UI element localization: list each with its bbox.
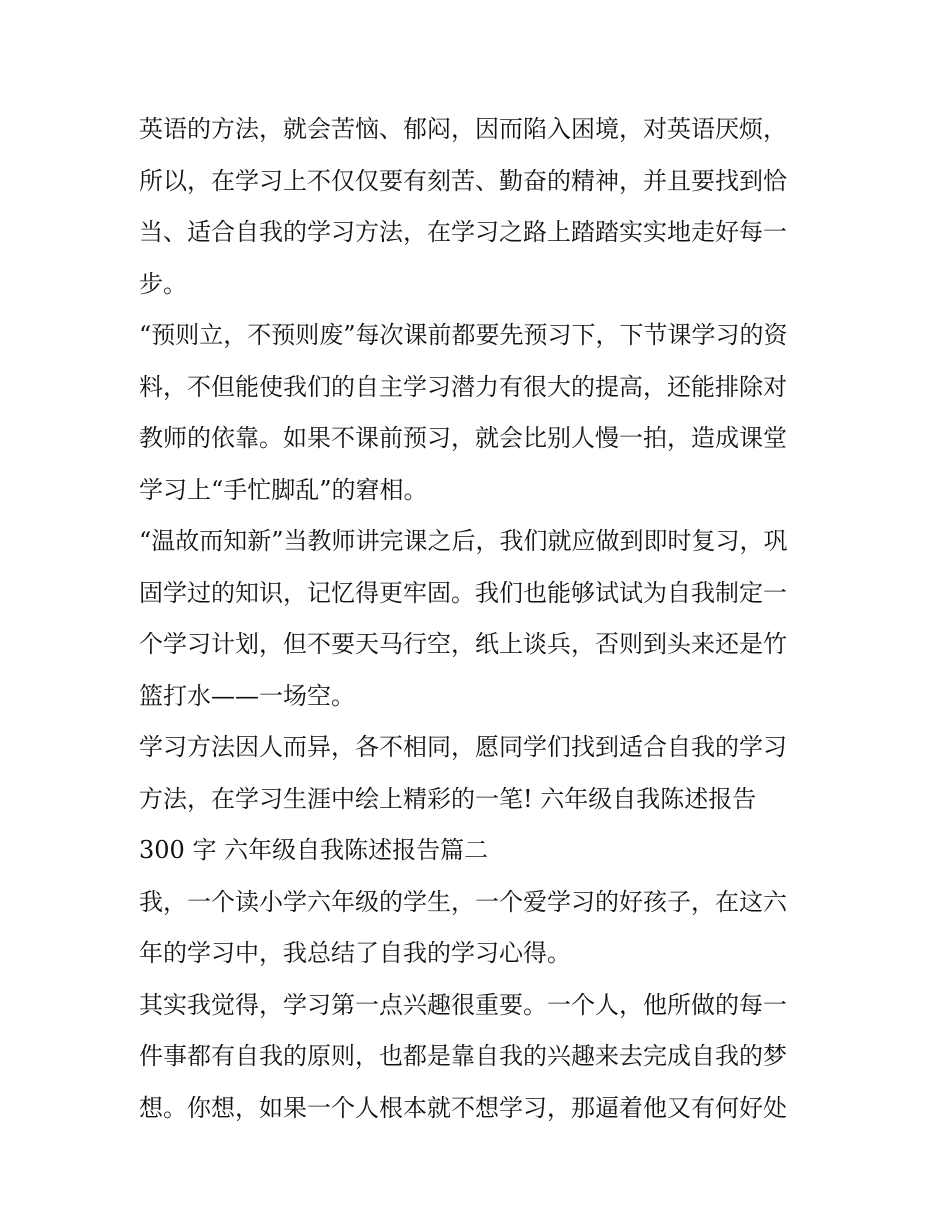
text-line: 学习方法因人而异，各不相同，愿同学们找到适合自我的学习 (139, 733, 787, 761)
text-line: 英语的方法，就会苦恼、郁闷，因而陷入困境，对英语厌烦， (139, 115, 787, 143)
text-line: 学习上“手忙脚乱”的窘相。 (139, 475, 428, 504)
text-line: 教师的依靠。如果不课前预习，就会比别人慢一拍，造成课堂 (139, 424, 787, 452)
text-line: 当、适合自我的学习方法，在学习之路上踏踏实实地走好每一 (139, 218, 787, 246)
text-line: 我，一个读小学六年级的学生，一个爱学习的好孩子，在这六 (139, 887, 787, 916)
text-line: “预则立，不预则废”每次课前都要先预习下，下节课学习的资 (139, 321, 788, 349)
text-line: 所以，在学习上不仅仅要有刻苦、勤奋的精神，并且要找到恰 (139, 166, 787, 195)
text-line: 其实我觉得，学习第一点兴趣很重要。一个人，他所做的每一 (139, 990, 787, 1019)
text-line: “温故而知新”当教师讲完课之后，我们就应做到即时复习，巩 (139, 527, 788, 555)
document-body (139, 104, 819, 1134)
text-line: 料，不但能使我们的自主学习潜力有很大的提高，还能排除对 (139, 372, 787, 401)
text-line: 年的学习中，我总结了自我的学习心得。 (139, 939, 571, 967)
text-line: 想。你想，如果一个人根本就不想学习，那逼着他又有何好处 (139, 1093, 787, 1122)
text-line: 篮打水——一场空。 (139, 681, 355, 710)
text-line: 件事都有自我的原则，也都是靠自我的兴趣来去完成自我的梦 (139, 1042, 787, 1070)
text-line: 固学过的知识，记忆得更牢固。我们也能够试试为自我制定一 (139, 578, 787, 607)
text-line: 方法，在学习生涯中绘上精彩的一笔! 六年级自我陈述报告 (139, 784, 757, 813)
text-line: 300 字 六年级自我陈述报告篇二 (139, 836, 489, 864)
text-line: 步。 (139, 269, 187, 298)
text-line: 个学习计划，但不要天马行空，纸上谈兵，否则到头来还是竹 (139, 630, 787, 658)
